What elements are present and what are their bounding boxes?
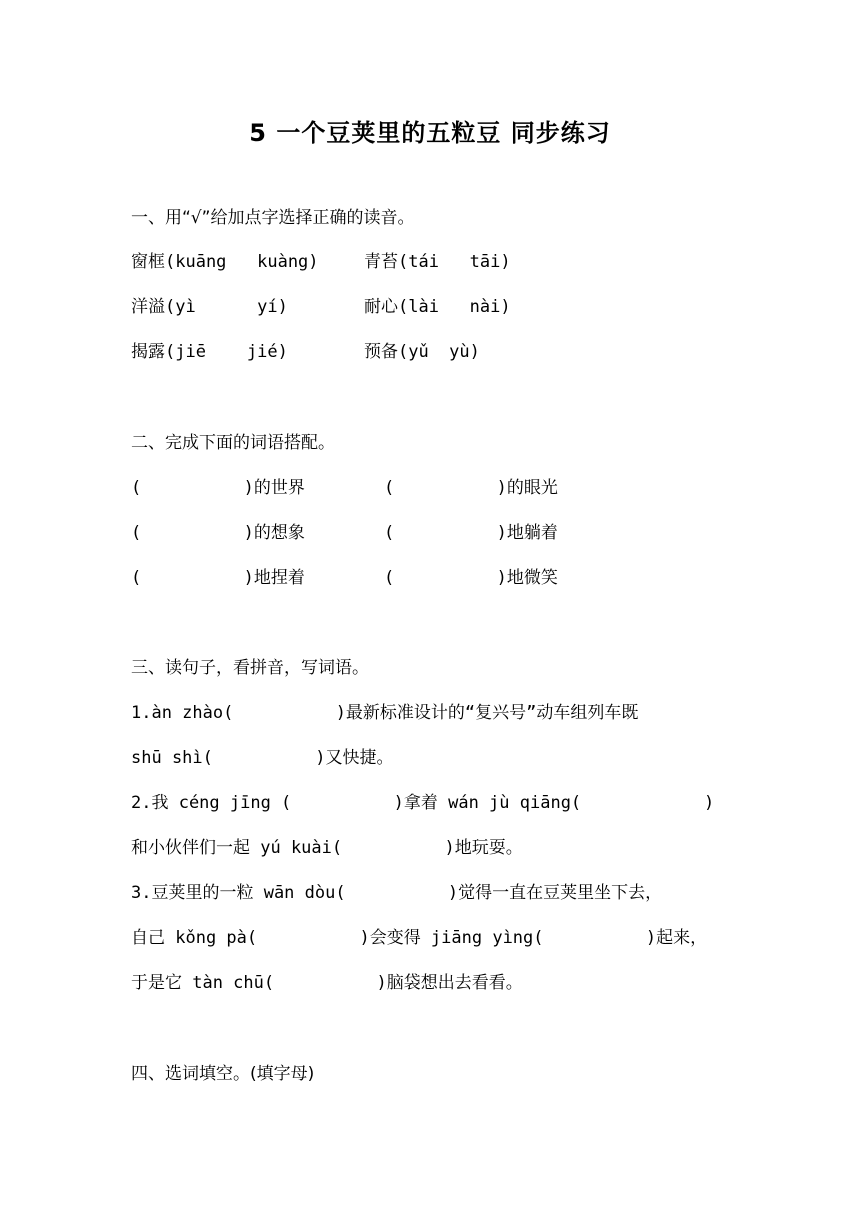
page-title: 5 一个豆荚里的五粒豆 同步练习 [249, 119, 611, 147]
word-match-item: ( )地躺着 [384, 523, 558, 543]
sentence-line: 于是它 tàn chū( )脑袋想出去看看。 [131, 973, 523, 993]
word-match-item: ( )地捏着 [131, 568, 305, 588]
word-match-item: ( )的想象 [131, 523, 305, 543]
pinyin-choice-item: 耐心(lài nài) [364, 297, 511, 317]
sentence-line: 1.àn zhào( )最新标准设计的“复兴号”动车组列车既 [131, 703, 639, 723]
sentence-line: 自己 kǒng pà( )会变得 jiāng yìng( )起来， [131, 928, 708, 948]
word-match-item: ( )地微笑 [384, 568, 558, 588]
sentence-line: shū shì( )又快捷。 [131, 748, 394, 768]
sentence-line: 和小伙伴们一起 yú kuài( )地玩耍。 [131, 838, 523, 858]
pinyin-choice-item: 青苔(tái tāi) [364, 252, 511, 272]
pinyin-choice-item: 预备(yǔ yù) [364, 342, 480, 362]
section-2-heading: 二、完成下面的词语搭配。 [131, 433, 335, 453]
sentence-line: 2.我 céng jīng ( )拿着 wán jù qiāng( ) [131, 793, 715, 813]
word-match-item: ( )的眼光 [384, 478, 558, 498]
section-4-heading: 四、选词填空。(填字母) [131, 1064, 315, 1084]
section-1-heading: 一、用“√”给加点字选择正确的读音。 [131, 208, 415, 228]
pinyin-choice-item: 揭露(jiē jié) [131, 342, 288, 362]
sentence-line: 3.豆荚里的一粒 wān dòu( )觉得一直在豆荚里坐下去， [131, 883, 663, 903]
word-match-item: ( )的世界 [131, 478, 305, 498]
pinyin-choice-item: 窗框(kuāng kuàng) [131, 252, 319, 272]
pinyin-choice-item: 洋溢(yì yí) [131, 297, 288, 317]
section-3-heading: 三、读句子，看拼音，写词语。 [131, 658, 369, 678]
